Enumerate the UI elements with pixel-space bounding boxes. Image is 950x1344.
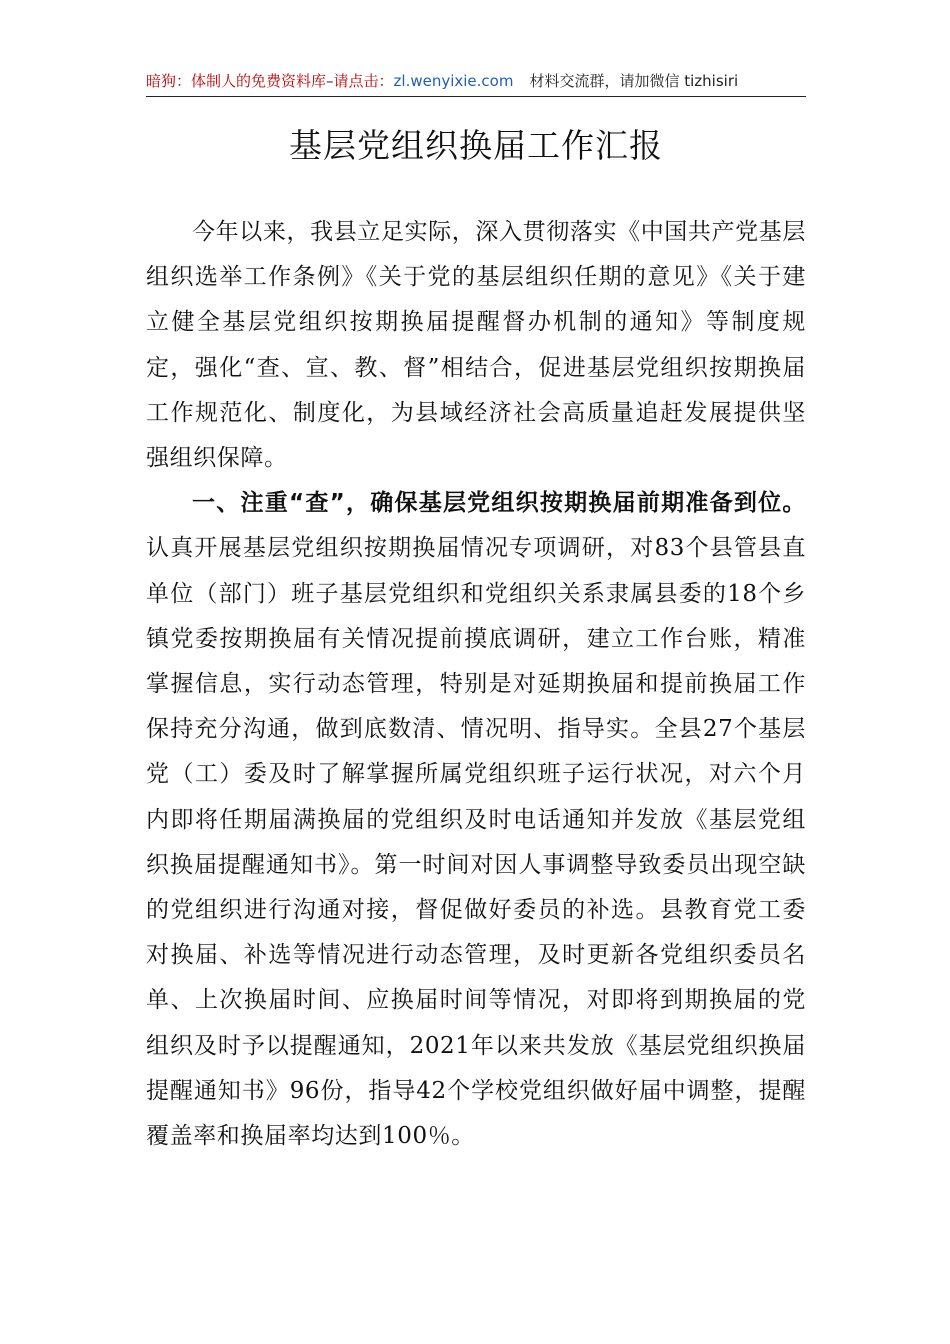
contact-text: 材料交流群，请加微信 tizhisiri — [529, 72, 739, 90]
section-1-heading: 一、注重“查”，确保基层党组织按期换届前期准备到位。 — [192, 490, 806, 517]
click-prompt: 请点击： — [333, 72, 394, 90]
section-1-body: 认真开展基层党组织按期换届情况专项调研，对83个县管县直单位（部门）班子基层党组织和党组织关系隶属县委的18个乡镇党委按期换届有关情况提前摸底调研，建立工作台账，精准掌握信息，实行动态管理，特别是对延期换届和提前换届工作保持充分沟通，做到底数清、情况明、指导实。全县27个基层党（工）委及时了解掌握所属党组织班子运行状况，对六个月内即将任期届满换届的党组织及时电话通知并发放《基层党组织换届提醒通知书》。第一时间对因人事调整导致委员出现空缺的党组织进行沟通对接，督促做好委员的补选。县教育党工委对换届、补选等情况进行动态管理，及时更新各党组织委员名单、上次换届时间、应换届时间等情况，对即将到期换届的党组织及时予以提醒通知，2021年以来共发放《基层党组织换届提醒通知书》96份，指导42个学校党组织做好届中调整，提醒覆盖率和换届率均达到100％。 — [146, 535, 806, 1150]
page-header — [146, 70, 806, 97]
section-1-paragraph — [146, 481, 806, 1159]
site-link[interactable]: zl.wenyixie.com — [393, 72, 514, 90]
document-title: 基层党组织换届工作汇报 — [289, 126, 663, 165]
promo-text: 暗狗：体制人的免费资料库 — [146, 72, 327, 90]
header-dash: – — [326, 72, 334, 90]
document-body — [146, 210, 806, 1159]
intro-paragraph: 今年以来，我县立足实际，深入贯彻落实《中国共产党基层组织选举工作条例》《关于党的基层组织任期的意见》《关于建立健全基层党组织按期换届提醒督办机制的通知》等制度规定，强化“查、宣、教、督”相结合，促进基层党组织按期换届工作规范化、制度化，为县域经济社会高质量追赶发展提供坚强组织保障。 — [146, 219, 806, 472]
